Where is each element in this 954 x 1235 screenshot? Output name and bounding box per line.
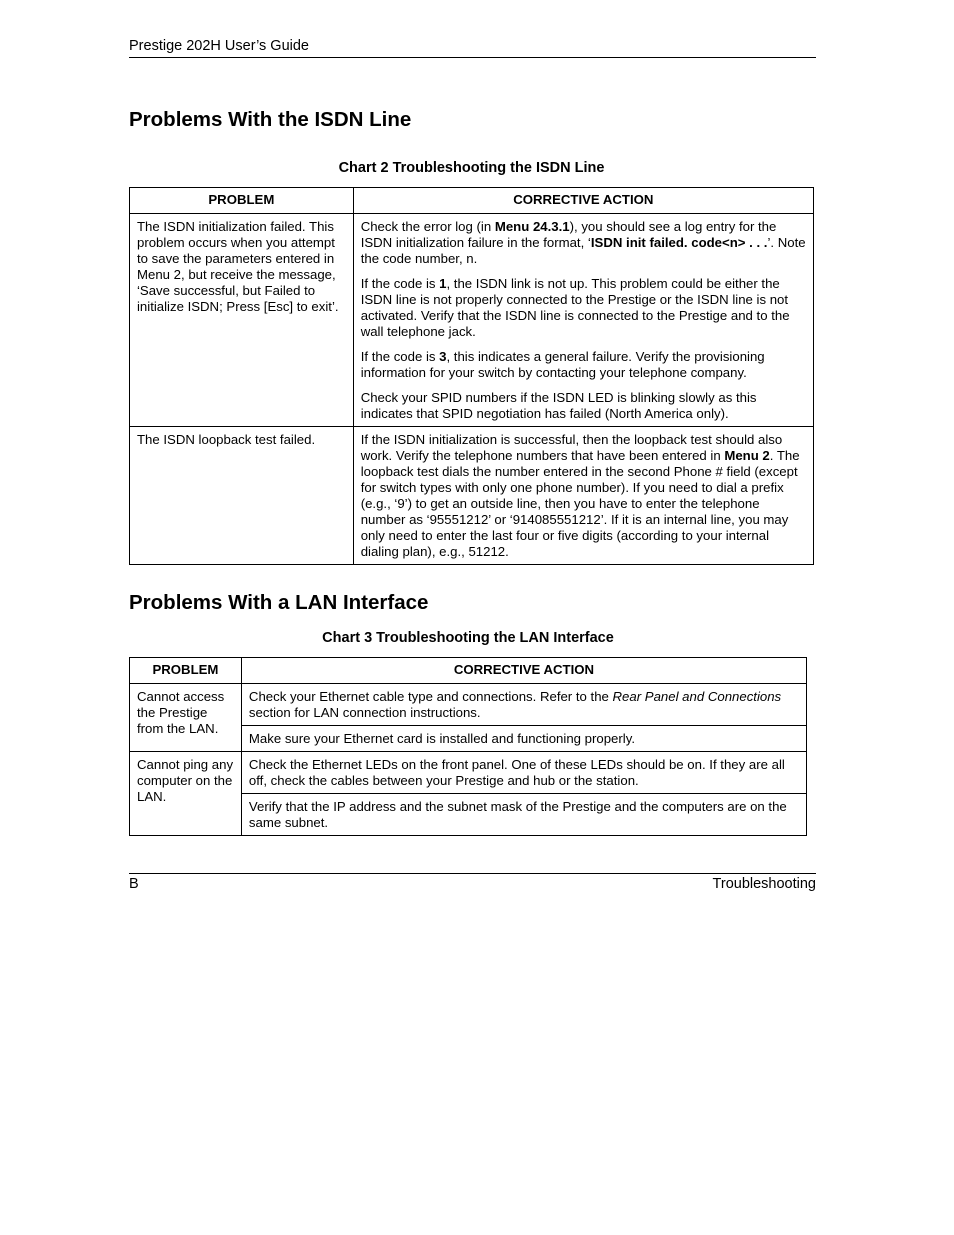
action-paragraph: If the code is 3, this indicates a general failure. Verify the provisioning information for your switch by contacting your telephone company. <box>360 349 765 380</box>
problem-cell: Cannot access the Prestige from the LAN. <box>130 684 242 752</box>
column-header-problem: PROBLEM <box>130 188 354 214</box>
section-heading-lan: Problems With a LAN Interface <box>129 591 429 614</box>
problem-cell: The ISDN loopback test failed. <box>130 427 354 565</box>
section-heading-isdn: Problems With the ISDN Line <box>129 108 412 131</box>
page-header <box>129 38 816 58</box>
action-cell: Check your Ethernet cable type and connections. Refer to the Rear Panel and Connections section for LAN connection instructions. <box>241 684 806 726</box>
action-paragraph: Check your SPID numbers if the ISDN LED is blinking slowly as this indicates that SPID negotiation has failed (North America only). <box>360 390 757 421</box>
chart-caption-isdn: Chart 2 Troubleshooting the ISDN Line <box>338 160 605 176</box>
action-paragraph: If the code is 1, the ISDN link is not up. This problem could be either the ISDN line is not properly connected to the Prestige or the ISDN line is not activated. Verify that the ISDN line is connected to the Prestige and to the wall telephone jack. <box>360 276 790 339</box>
table-row <box>130 684 807 726</box>
action-cell <box>353 427 813 565</box>
isdn-troubleshooting-table <box>129 187 814 565</box>
action-paragraph: Check the error log (in Menu 24.3.1), you should see a log entry for the ISDN initialization failure in the format, ‘ISDN init failed. code<n> . . .’. Note the code number, n. <box>360 219 806 266</box>
action-cell: Verify that the IP address and the subnet mask of the Prestige and the computers are on the same subnet. <box>241 794 806 836</box>
action-paragraph: If the ISDN initialization is successful, then the loopback test should also work. Verify the telephone numbers that have been entered in Menu 2. The loopback test dials the number entered in the second Phone # field (except for switch types with only one phone number). If you need to dial a prefix (e.g., ‘9’) to get an outside line, then you have to enter the telephone number as ‘95551212’ or ‘914085551212’. If it is an internal line, you may only need to enter the last four or five digits (according to your internal dialing plan), e.g., 51212. <box>360 432 800 559</box>
header-title: Prestige 202H User’s Guide <box>129 38 309 54</box>
table-row <box>130 752 807 794</box>
table-row <box>130 427 814 565</box>
action-cell: Make sure your Ethernet card is installed and functioning properly. <box>241 726 806 752</box>
column-header-action: CORRECTIVE ACTION <box>353 188 813 214</box>
table-row <box>130 214 814 427</box>
problem-cell: The ISDN initialization failed. This problem occurs when you attempt to save the parameters entered in Menu 2, but receive the message, ‘Save successful, but Failed to initialize ISDN; Press [Esc] to exit’. <box>130 214 354 427</box>
footer-appendix-letter: B <box>129 876 139 892</box>
page-footer <box>129 873 816 892</box>
action-cell <box>353 214 813 427</box>
lan-troubleshooting-table <box>129 657 807 836</box>
table-header-row <box>130 658 807 684</box>
column-header-problem: PROBLEM <box>130 658 242 684</box>
chart-caption-lan: Chart 3 Troubleshooting the LAN Interface <box>322 630 614 646</box>
column-header-action: CORRECTIVE ACTION <box>241 658 806 684</box>
footer-section-name: Troubleshooting <box>712 876 816 892</box>
action-cell: Check the Ethernet LEDs on the front panel. One of these LEDs should be on. If they are all off, check the cables between your Prestige and hub or the station. <box>241 752 806 794</box>
problem-cell: Cannot ping any computer on the LAN. <box>130 752 242 836</box>
table-header-row <box>130 188 814 214</box>
